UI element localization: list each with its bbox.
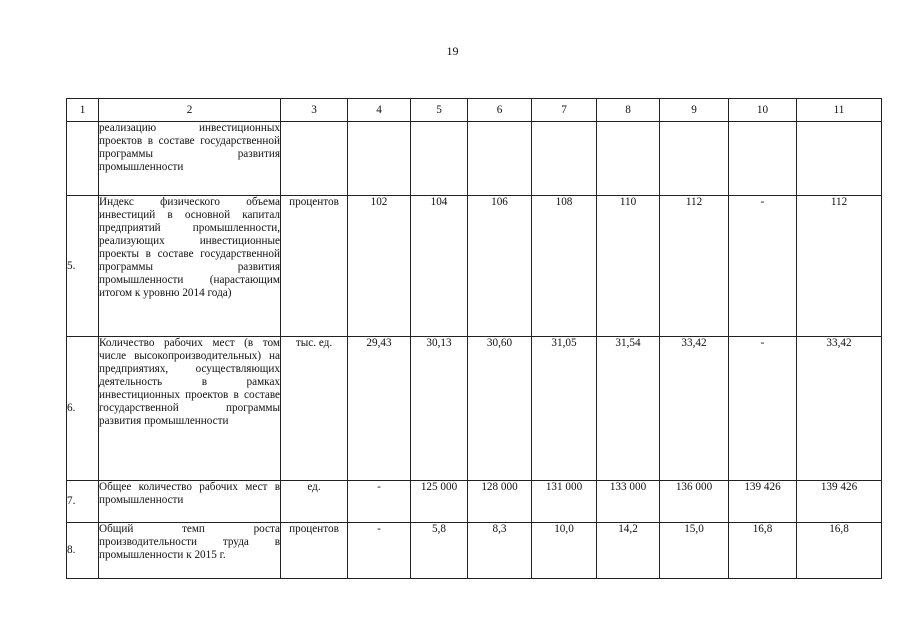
value-cell: 112	[660, 196, 729, 337]
column-header: 4	[348, 99, 411, 122]
indicator-name: Общий темп роста производительности труда в промышленности к 2015 г.	[99, 523, 281, 579]
column-header: 2	[99, 99, 281, 122]
unit-cell: процентов	[281, 196, 348, 337]
value-cell: 33,42	[660, 337, 729, 481]
value-cell	[797, 122, 882, 196]
unit-cell: ед.	[281, 481, 348, 523]
value-cell: 108	[532, 196, 597, 337]
value-cell: 16,8	[797, 523, 882, 579]
value-cell: 15,0	[660, 523, 729, 579]
value-cell: 30,60	[468, 337, 532, 481]
indicator-name: Количество рабочих мест (в том числе высокопроизводительных) на предприятиях, осуществляющих деятельность в рамках инвестиционных проектов в составе государственной программы развития промышленности	[99, 337, 281, 481]
value-cell: 139 426	[797, 481, 882, 523]
column-header: 10	[729, 99, 797, 122]
table-row	[67, 481, 882, 523]
value-cell: 31,54	[597, 337, 660, 481]
value-cell: -	[348, 481, 411, 523]
value-cell: 139 426	[729, 481, 797, 523]
column-header: 5	[411, 99, 468, 122]
row-number	[67, 122, 99, 196]
value-cell: 133 000	[597, 481, 660, 523]
value-cell: 136 000	[660, 481, 729, 523]
table-row	[67, 196, 882, 337]
indicators-table	[66, 98, 882, 579]
page-number: 19	[446, 44, 459, 58]
column-header: 1	[67, 99, 99, 122]
value-cell: -	[729, 196, 797, 337]
column-header: 8	[597, 99, 660, 122]
value-cell: 102	[348, 196, 411, 337]
value-cell: 106	[468, 196, 532, 337]
value-cell: -	[348, 523, 411, 579]
value-cell: 131 000	[532, 481, 597, 523]
value-cell: 8,3	[468, 523, 532, 579]
indicator-name: реализацию инвестиционных проектов в составе государственной программы развития промышленности	[99, 122, 281, 196]
value-cell: -	[729, 337, 797, 481]
unit-cell: процентов	[281, 523, 348, 579]
value-cell: 125 000	[411, 481, 468, 523]
value-cell	[729, 122, 797, 196]
column-header: 7	[532, 99, 597, 122]
value-cell	[660, 122, 729, 196]
row-number: 5.	[67, 196, 99, 337]
value-cell	[411, 122, 468, 196]
value-cell	[468, 122, 532, 196]
value-cell: 10,0	[532, 523, 597, 579]
value-cell: 5,8	[411, 523, 468, 579]
value-cell: 104	[411, 196, 468, 337]
indicator-name: Общее количество рабочих мест в промышленности	[99, 481, 281, 523]
row-number: 6.	[67, 337, 99, 481]
value-cell	[597, 122, 660, 196]
value-cell: 112	[797, 196, 882, 337]
value-cell: 16,8	[729, 523, 797, 579]
value-cell: 31,05	[532, 337, 597, 481]
row-number: 8.	[67, 523, 99, 579]
unit-cell	[281, 122, 348, 196]
column-header: 6	[468, 99, 532, 122]
value-cell: 110	[597, 196, 660, 337]
value-cell	[532, 122, 597, 196]
column-header: 3	[281, 99, 348, 122]
column-header: 9	[660, 99, 729, 122]
value-cell	[348, 122, 411, 196]
header-row	[67, 99, 882, 122]
column-header: 11	[797, 99, 882, 122]
table-row	[67, 337, 882, 481]
value-cell: 30,13	[411, 337, 468, 481]
value-cell: 33,42	[797, 337, 882, 481]
value-cell: 29,43	[348, 337, 411, 481]
unit-cell: тыс. ед.	[281, 337, 348, 481]
row-number: 7.	[67, 481, 99, 523]
value-cell: 128 000	[468, 481, 532, 523]
value-cell: 14,2	[597, 523, 660, 579]
table-row	[67, 523, 882, 579]
indicator-name: Индекс физического объема инвестиций в основной капитал предприятий промышленности, реализующих инвестиционные проекты в составе государственной программы развития промышленности (нарастающим итогом к уровню 2014 года)	[99, 196, 281, 337]
table-row	[67, 122, 882, 196]
